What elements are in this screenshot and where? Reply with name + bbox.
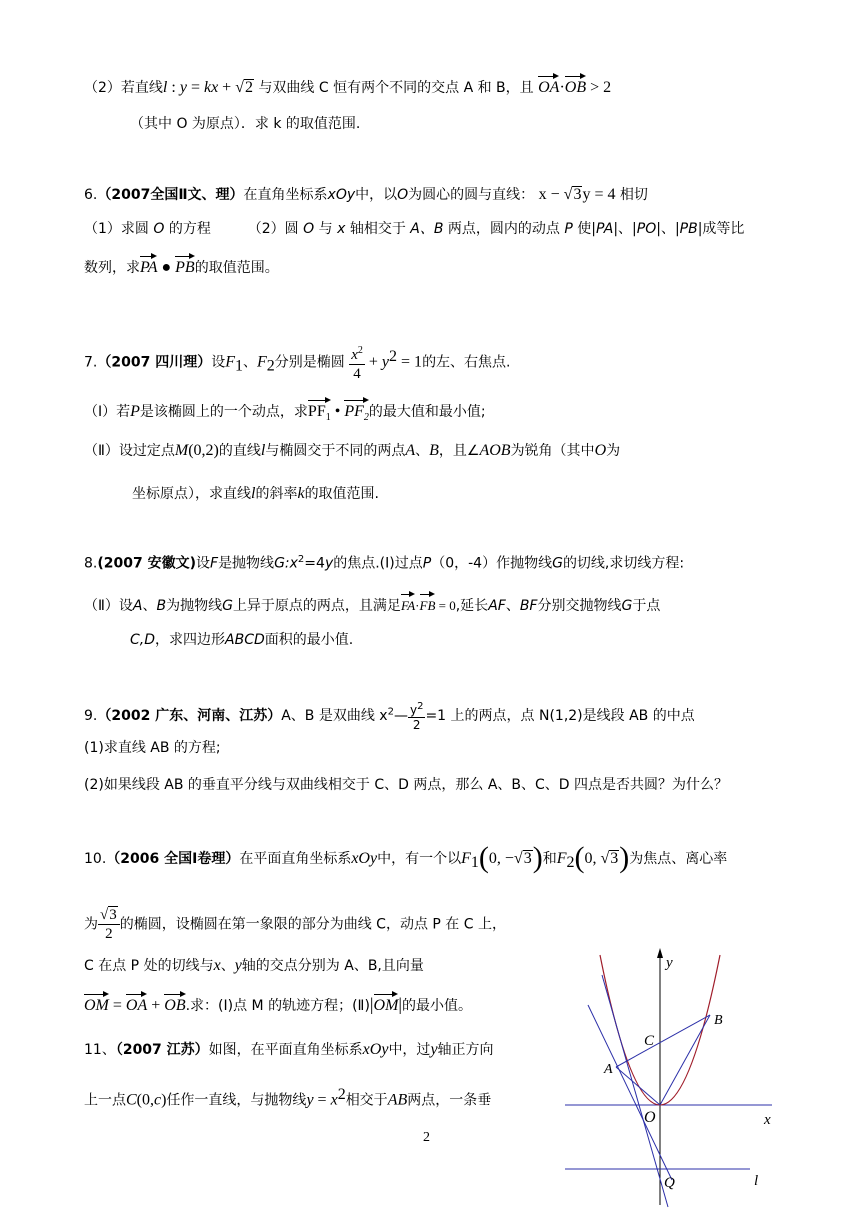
text: A、B 是双曲线 x [281,708,388,724]
text: PO [636,221,657,237]
text: 为抛物线 [166,598,223,614]
text: 设 [196,555,210,572]
text: |、| [613,221,637,237]
text: 的直线 [218,443,261,459]
text: 的最大值和最小值; [368,404,486,420]
text: ,延长 [455,598,489,614]
text: 是抛物线 [218,555,275,572]
text: 中，过 [388,1042,431,1058]
text: G:x [274,555,298,572]
text: 分别交抛物线 [537,598,622,614]
text: 两点，圆内的动点 [447,221,560,237]
q7-line2: （Ⅰ）若P是该椭圆上的一个动点，求$PF_1$ • $PF_2$的最大值和最小值; [84,398,486,428]
text: 的焦点.(Ⅰ)过点 [333,555,423,572]
text: 、 [505,598,520,614]
label-a: A [604,1062,613,1077]
text: 为焦点、离心率 [629,851,728,867]
text: C,D [130,632,156,648]
text: 为 [606,443,621,459]
q-source: （2007全国Ⅱ文、理） [97,187,244,203]
text: O [303,221,315,237]
label-x: x [764,1112,771,1128]
text: A、B [410,221,444,237]
q-source: （2007 江苏） [115,1042,209,1058]
text: 设 [211,354,226,371]
q5-part2-line1: （2）若直线l : y = kx + √2 与双曲线 C 恒有两个不同的交点 A 和 B，且 OA·OB > 2 [84,74,611,98]
text: 面积的最小值. [264,632,354,648]
q-number: 10. [84,851,107,867]
text: G [552,555,563,572]
text: 上一点 [84,1092,126,1109]
text: G [621,598,633,614]
label-b: B [714,1013,723,1028]
text: 轴的交点分别为 A、B,且向量 [241,958,424,974]
text: 、 [415,443,430,459]
q7-line1: 7.（2007 四川理）设$F_1$、$F_2$分别是椭圆 $\frac{x^2}{4}$ + $y^2 = 1$的左、右焦点. [84,342,511,383]
text: 上异于原点的两点，且满足 [232,598,401,614]
q10-line4: OM = OA + OB.求：(Ⅰ)点 M 的轨迹方程；(Ⅱ)|OM|的最小值。 [84,994,473,1014]
q9-line3: (2)如果线段 AB 的垂直平分线与双曲线相交于 C、D 两点，那么 A、B、C、D 四点是否共圆？为什么？ [84,777,729,793]
q5-part2-line2: （其中 O 为原点）．求 k 的取值范围. [130,116,361,132]
tangent-a [602,975,668,1207]
text: =4 [304,555,325,572]
text: B [156,598,167,614]
label-q: Q [664,1175,675,1191]
text: BF [519,598,538,614]
q-number: 6. [84,187,98,203]
label-l: l [754,1173,759,1189]
tangent-b [588,1005,672,1180]
segment-oa [616,1067,660,1105]
label-y: y [666,955,673,971]
text: O [153,221,165,237]
text: 的最小值。 [402,998,473,1014]
q8-line2: （Ⅱ）设A、B为抛物线G上异于原点的两点，且满足FA·FB = 0,延长AF、BF分别交抛物线G于点 [84,592,660,616]
text: （Ⅱ）设过定点 [84,443,175,459]
text: 在直角坐标系 [243,187,328,203]
text: （1）求圆 [84,221,149,237]
text: G [222,598,233,614]
text: （2）圆 [247,221,299,237]
q-number: 7. [84,354,98,371]
text: y [324,555,334,572]
text: 两点，一条垂 [407,1092,492,1109]
text: ，求四边形 [155,632,226,648]
text: 和 [542,851,557,867]
text: F [210,555,219,572]
text: ，且∠ [438,443,480,459]
text: 的取值范围. [304,486,380,502]
y-axis-arrow-icon [657,948,663,958]
text: 、 [220,958,235,974]
label-o: O [644,1109,656,1126]
text: P [422,555,432,572]
q6-line3: 数列，求PA ● PB的取值范围。 [84,254,279,278]
q11-line2: 上一点C(0,c)任作一直线，与抛物线$y = x^2$相交于AB两点，一条垂 [84,1086,492,1109]
text: xOy [327,187,356,203]
text: 的椭圆，设椭圆在第一象限的部分为曲线 C，动点 P 在 C 上， [119,916,506,933]
text: （Ⅱ）设 [84,598,133,614]
text: 中，以 [355,187,398,203]
text: 相切 [619,187,648,203]
q-source: （2002 广东、河南、江苏） [97,708,282,724]
q-source: （2007 四川理） [97,354,212,371]
text: （2）若直线 [84,80,163,96]
q-number: 8. [84,555,98,572]
q6-line2 [84,219,744,239]
q7-line3: （Ⅱ）设过定点M(0,2)的直线l与椭圆交于不同的两点A、B，且∠AOB为锐角（其中O为 [84,442,621,459]
text: 为 [84,916,98,933]
text: 与 [318,221,333,237]
q10-line3: C 在点 P 处的切线与x、y轴的交点分别为 A、B,且向量 [84,957,424,974]
text: 轴相交于 [349,221,406,237]
text: 相交于 [345,1092,388,1109]
text: 轴正方向 [437,1042,494,1058]
text: A [132,598,143,614]
text: .求：(Ⅰ)点 M 的轨迹方程；(Ⅱ) [185,998,370,1014]
q10-line1: 10.（2006 全国Ⅰ卷理）在平面直角坐标系xOy中，有一个以$F_1(0$, −√3)和$F_2(0$, √3)为焦点、离心率 [84,841,728,874]
text: 、 [142,598,157,614]
text: 是该椭圆上的一个动点，求 [139,404,308,420]
text: C 在点 P 处的切线与 [84,958,214,974]
parabola-figure [560,945,780,1210]
q7-line4: 坐标原点），求直线l的斜率k的取值范围. [132,485,380,502]
text: 数列，求 [84,260,140,276]
label-c: C [644,1033,655,1049]
text: （Ⅰ）若 [84,404,131,420]
text: ABCD [225,632,265,648]
text: x [337,221,346,237]
text: 的取值范围。 [194,260,279,276]
q-number: 11、 [84,1042,116,1058]
text: （0，-4）作抛物线 [431,555,553,572]
q-source: （2006 全国Ⅰ卷理） [106,851,240,867]
text: 如图，在平面直角坐标系 [208,1042,363,1058]
text: =1 上的两点，点 N(1,2)是线段 AB 的中点 [425,708,695,724]
text: 于点 [632,598,661,614]
text: 为圆心的圆与直线： [408,187,535,203]
text: 的方程 [168,221,211,237]
text: |成等比 [697,221,745,237]
q6-line1: 6.（2007全国Ⅱ文、理）在直角坐标系xOy中，以O为圆心的圆与直线： x − √3y = 4 相切 [84,186,648,203]
text: 任作一直线，与抛物线 [166,1092,307,1109]
q8-line1: 8.(2007 安徽文)设F是抛物线$G:x^2=4y$的焦点.(Ⅰ)过点P（0，-4）作抛物线G的切线,求切线方程: [84,554,685,572]
text: 的切线,求切线方程: [562,555,685,572]
text: P [564,221,573,237]
q9-line2: (1)求直线 AB 的方程; [84,740,221,756]
text: |、| [656,221,680,237]
text: 的斜率 [255,486,298,502]
text: AF [488,598,506,614]
q8-line3 [130,630,353,650]
text: 中，有一个以 [377,851,462,867]
text: 与双曲线 C 恒有两个不同的交点 A 和 B，且 [258,80,534,96]
text: 坐标原点），求直线 [132,486,251,502]
text: PA [596,221,614,237]
text: 使| [577,221,596,237]
text: 与椭圆交于不同的两点 [265,443,406,459]
text: 分别是椭圆 [274,354,345,371]
q9-line1: 9.（2002 广东、河南、江苏）A、B 是双曲线 $x^2—$ $\frac{y^2}{2}$ =1 上的两点，点 N(1,2)是线段 AB 的中点 [84,701,695,732]
text: PB [679,221,698,237]
text: O [397,187,409,203]
q-number: 9. [84,708,98,724]
q10-line2: 为 $\frac{√3}{2}$ 的椭圆，设椭圆在第一象限的部分为曲线 C，动点 P 在 C 上， [84,907,506,942]
page-number: 2 [423,1130,430,1145]
text: 在平面直角坐标系 [239,851,352,867]
q11-line1: 11、（2007 江苏）如图，在平面直角坐标系xOy中，过y轴正方向 [84,1041,494,1058]
text: 的左、右焦点. [422,354,511,371]
q-source: (2007 安徽文) [97,555,196,572]
text: 为锐角（其中 [510,443,595,459]
text: 、 [242,354,257,371]
